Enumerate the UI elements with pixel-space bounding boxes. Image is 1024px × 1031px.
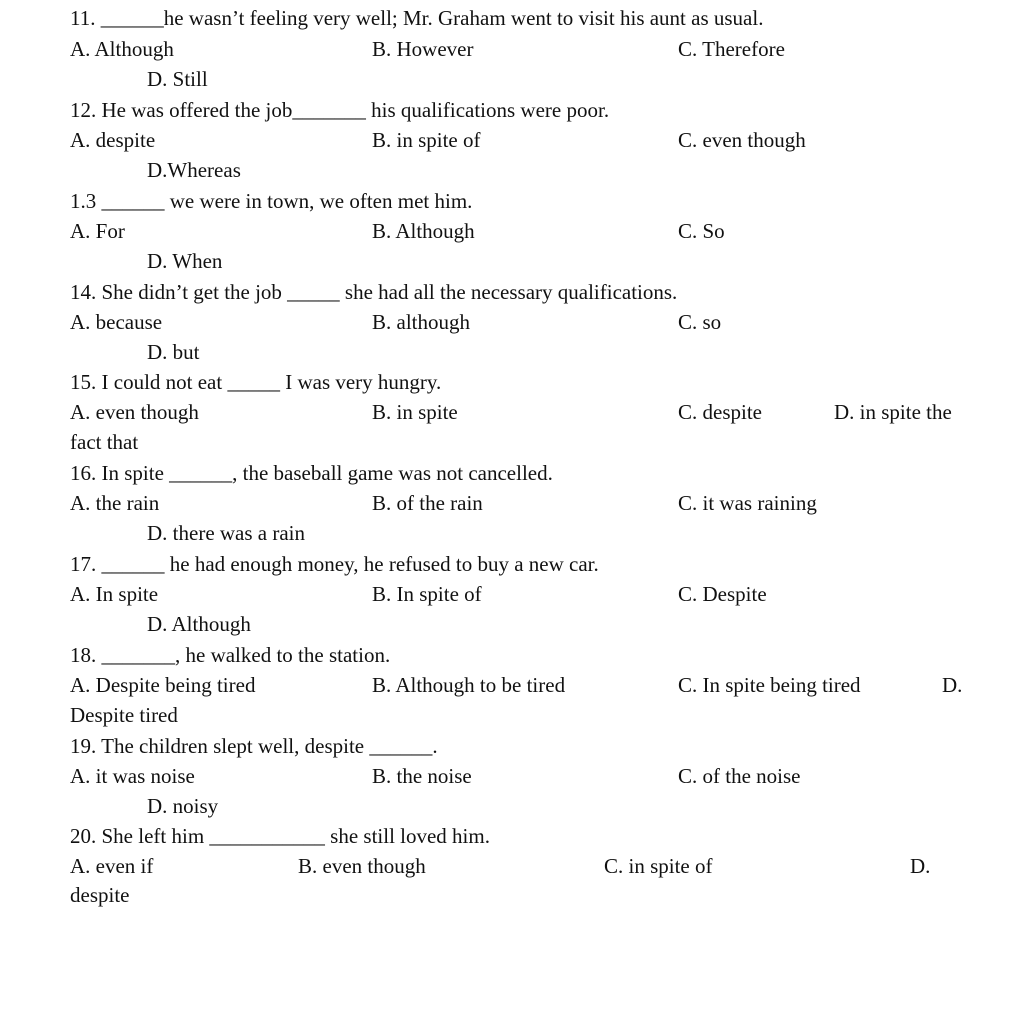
question-18-stem xyxy=(0,640,1024,670)
question-18-options-row2 xyxy=(0,700,1024,730)
question-13-options xyxy=(0,216,1024,246)
question-stem: 19. The children slept well, despite ______. xyxy=(70,734,438,758)
question-13-stem xyxy=(0,186,1024,216)
option-d: D. in spite the xyxy=(834,400,952,424)
question-13-options-row2 xyxy=(0,246,1024,276)
option-d: D.Whereas xyxy=(147,158,241,182)
option-a: A. even though xyxy=(70,400,199,424)
option-d-continued: despite xyxy=(70,883,130,907)
option-d: D. When xyxy=(147,249,223,273)
question-11-options xyxy=(0,34,1024,64)
option-d: D. xyxy=(942,673,963,697)
option-b: B. even though xyxy=(298,854,426,878)
option-d: D. Although xyxy=(147,612,251,636)
option-c: C. In spite being tired xyxy=(678,673,861,697)
question-19-options xyxy=(0,761,1024,791)
option-b: B. of the rain xyxy=(372,491,483,515)
question-stem: 14. She didn’t get the job _____ she had all the necessary qualifications. xyxy=(70,280,678,304)
option-c: C. despite xyxy=(678,400,762,424)
question-14-options-row2 xyxy=(0,337,1024,367)
question-16-options-row2 xyxy=(0,518,1024,548)
question-15-options-row2 xyxy=(0,427,1024,457)
option-b: B. However xyxy=(372,37,474,61)
question-12-stem xyxy=(0,95,1024,125)
question-11-options-row2 xyxy=(0,64,1024,94)
option-d: D. but xyxy=(147,340,200,364)
option-b: B. although xyxy=(372,310,470,334)
option-c: C. Therefore xyxy=(678,37,785,61)
question-17-options xyxy=(0,579,1024,609)
option-c: C. in spite of xyxy=(604,854,713,878)
question-17-stem xyxy=(0,549,1024,579)
option-c: C. so xyxy=(678,310,722,334)
question-19-stem xyxy=(0,731,1024,761)
option-a: A. it was noise xyxy=(70,764,195,788)
question-20-options xyxy=(0,851,1024,881)
option-c: C. it was raining xyxy=(678,491,817,515)
option-a: A. because xyxy=(70,310,163,334)
option-a: A. For xyxy=(70,219,125,243)
option-a: A. even if xyxy=(70,854,154,878)
option-c: C. even though xyxy=(678,128,806,152)
question-16-options xyxy=(0,488,1024,518)
option-d-continued: Despite tired xyxy=(70,703,178,727)
option-d-continued: fact that xyxy=(70,430,139,454)
option-d: D. xyxy=(910,854,931,878)
option-a: A. Despite being tired xyxy=(70,673,256,697)
option-a: A. In spite xyxy=(70,582,159,606)
option-b: B. the noise xyxy=(372,764,472,788)
option-a: A. despite xyxy=(70,128,156,152)
question-16-stem xyxy=(0,458,1024,488)
question-14-options xyxy=(0,307,1024,337)
question-12-options-row2 xyxy=(0,155,1024,185)
option-a: A. Although xyxy=(70,37,174,61)
question-15-options xyxy=(0,397,1024,427)
question-stem: 16. In spite ______, the baseball game was not cancelled. xyxy=(70,461,553,485)
question-stem: 1.3 ______ we were in town, we often met him. xyxy=(70,189,473,213)
question-17-options-row2 xyxy=(0,609,1024,639)
option-b: B. In spite of xyxy=(372,582,482,606)
option-b: B. Although to be tired xyxy=(372,673,566,697)
question-stem: 18. _______, he walked to the station. xyxy=(70,643,391,667)
question-stem: 12. He was offered the job_______ his qualifications were poor. xyxy=(70,98,610,122)
question-18-options xyxy=(0,670,1024,700)
question-15-stem xyxy=(0,367,1024,397)
option-b: B. Although xyxy=(372,219,475,243)
question-stem: 15. I could not eat _____ I was very hungry. xyxy=(70,370,442,394)
option-d: D. there was a rain xyxy=(147,521,306,545)
option-d: D. noisy xyxy=(147,794,219,818)
option-c: C. of the noise xyxy=(678,764,801,788)
option-d: D. Still xyxy=(147,67,208,91)
option-a: A. the rain xyxy=(70,491,160,515)
option-c: C. Despite xyxy=(678,582,767,606)
option-b: B. in spite of xyxy=(372,128,481,152)
option-c: C. So xyxy=(678,219,725,243)
question-19-options-row2 xyxy=(0,791,1024,821)
question-stem: 17. ______ he had enough money, he refused to buy a new car. xyxy=(70,552,599,576)
question-stem: 11. ______he wasn’t feeling very well; Mr. Graham went to visit his aunt as usual. xyxy=(70,6,764,30)
option-b: B. in spite xyxy=(372,400,458,424)
question-stem: 20. She left him ___________ she still loved him. xyxy=(70,824,490,848)
question-11-stem xyxy=(0,3,1024,33)
question-12-options xyxy=(0,125,1024,155)
question-14-stem xyxy=(0,277,1024,307)
question-20-options-row2 xyxy=(0,880,1024,910)
question-20-stem xyxy=(0,821,1024,851)
